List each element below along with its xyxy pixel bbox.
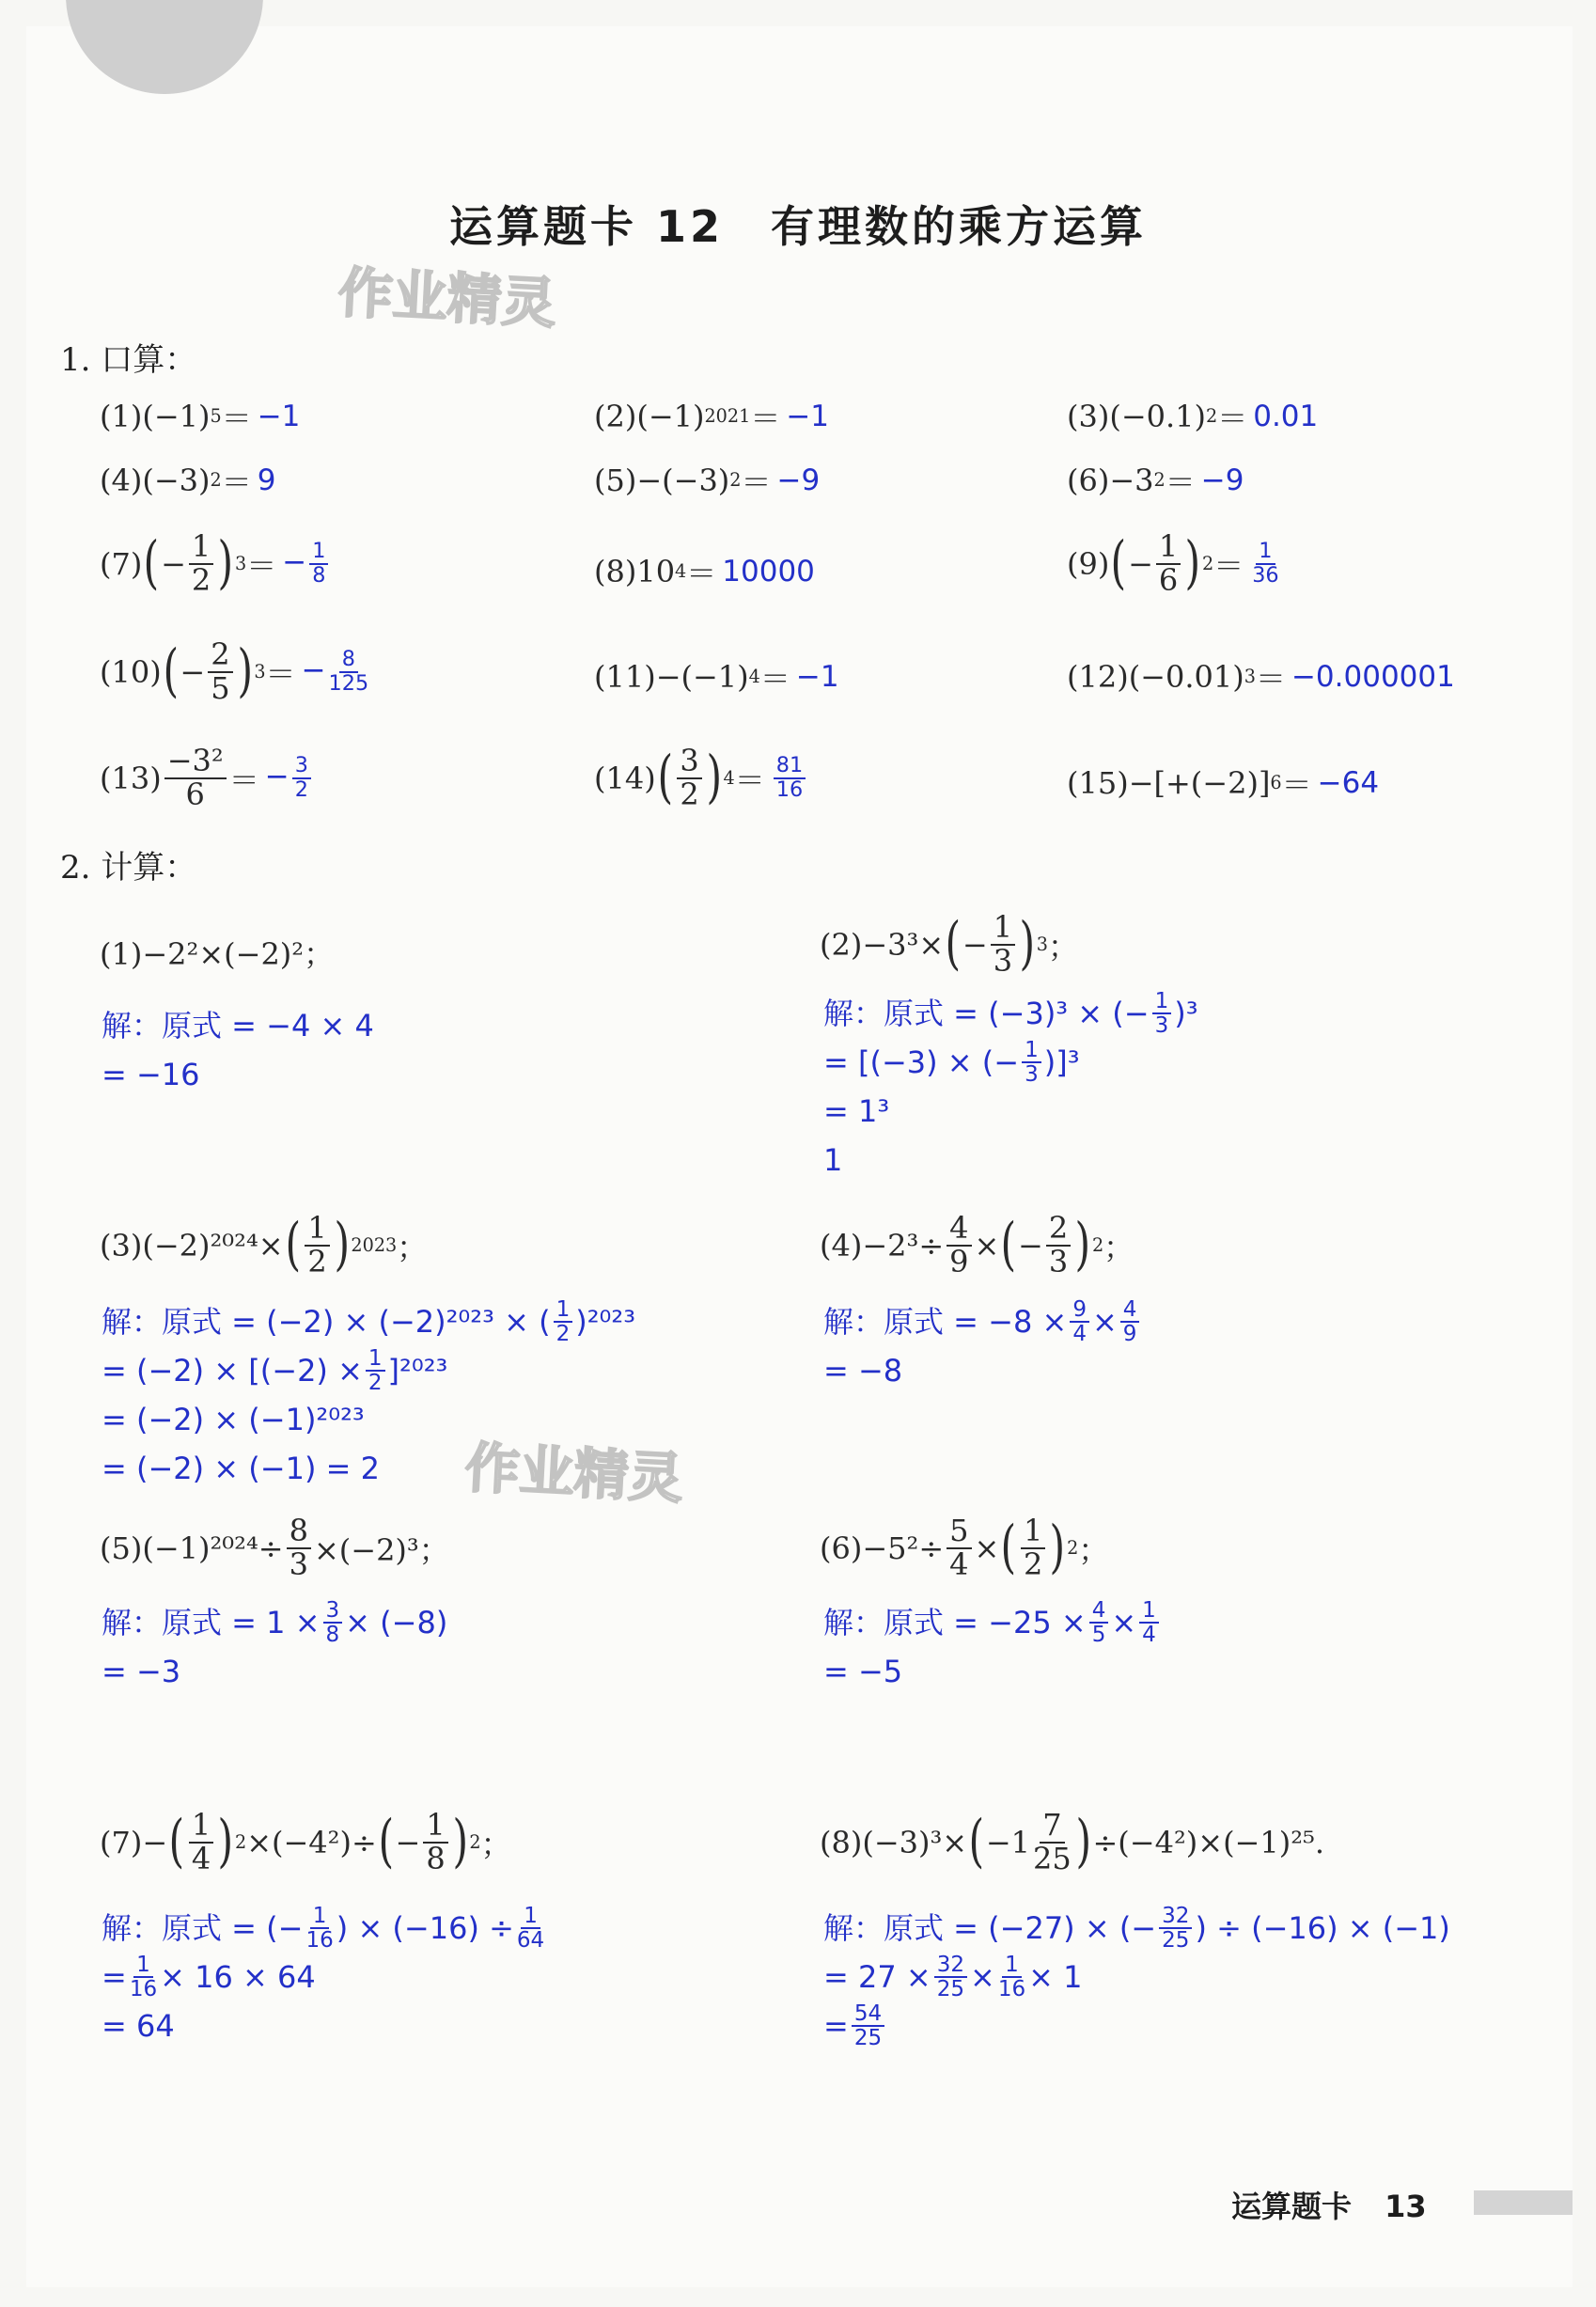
mental-item-1: (1) (−1) 5 ＝ −1: [100, 399, 301, 436]
calc-solution-7: 解：原式 = (− $\frac{1}{16}$ ) × (−16) ÷ $\frac{1}{64}$ = $\frac{1}{16}$ × 16 × 64 = 64: [102, 1903, 545, 2044]
answer: $\frac{1}{36}$: [1252, 539, 1279, 588]
answer: 10000: [722, 555, 815, 589]
mental-item-2: (2) (−1) 2021 ＝ −1: [594, 399, 830, 436]
calc-solution-2: 解：原式 = (−3)³ × (− $\frac{1}{3}$ )³ = [(−3) × (− $\frac{1}{3}$ )]³ = 1³ 1: [823, 988, 1198, 1178]
calc-question-4: (4)−2³÷ $\frac{4}{9}$ × ( − $\frac{2}{3}$ ) 2 ；: [820, 1210, 1134, 1279]
answer: −9: [776, 463, 821, 497]
mental-item-6: (6) −3 2 ＝ −9: [1067, 463, 1244, 500]
mental-item-4: (4) (−3) 2 ＝ 9: [100, 463, 276, 500]
footer-label: 运算题卡: [1231, 2189, 1353, 2224]
answer: − $\frac{8}{125}$: [301, 647, 369, 696]
calc-solution-4: 解：原式 = −8 × $\frac{9}{4}$ × $\frac{4}{9}$ = −8: [823, 1297, 1142, 1395]
mental-item-3: (3) (−0.1) 2 ＝ 0.01: [1067, 399, 1319, 436]
calc-solution-8: 解：原式 = (−27) × (− $\frac{32}{25}$ ) ÷ (−16) × (−1) = 27 × $\frac{32}{25}$ × $\frac{1}{16}$ × 1 = $\frac{54}{25}$: [823, 1903, 1450, 2050]
calc-question-5: (5)(−1)²⁰²⁴÷ $\frac{8}{3}$ ×(−2)³；: [100, 1513, 449, 1582]
footer-bar: [1474, 2190, 1573, 2215]
answer: −1: [795, 660, 839, 694]
calc-solution-3: 解：原式 = (−2) × (−2)²⁰²³ × ( $\frac{1}{2}$ )²⁰²³ = (−2) × [(−2) × $\frac{1}{2}$ ]²⁰²³ = (−2) × (−1)²⁰²³ = (−2) × (−1) = 2: [102, 1296, 636, 1486]
answer: $\frac{81}{16}$: [771, 755, 808, 801]
answer: 9: [257, 463, 276, 497]
mental-item-11: (11) −(−1) 4 ＝ −1: [594, 659, 839, 697]
mental-item-5: (5) −(−3) 2 ＝ −9: [594, 463, 821, 500]
calc-question-6: (6)−5²÷ $\frac{5}{4}$ × ( $\frac{1}{2}$ ) 2 ；: [820, 1513, 1109, 1582]
answer: −9: [1200, 463, 1244, 497]
calc-question-3: (3)(−2)²⁰²⁴× ( $\frac{1}{2}$ ) 2023 ；: [100, 1210, 428, 1279]
calc-question-8: (8)(−3)³× ( −1 $\frac{7}{25}$ ) ÷(−4²)×(−1)²⁵.: [820, 1807, 1325, 1876]
mental-item-7: (7) ( − $\frac{1}{2}$ ) 3 ＝ − $\frac{1}{8}$: [100, 531, 331, 596]
calc-solution-1: 解：原式 = −4 × 4 = −16: [102, 1008, 374, 1092]
mental-item-15: (15) −[+(−2)] 6 ＝ −64: [1067, 765, 1380, 803]
calc-question-1: (1)−2²×(−2)²；: [100, 936, 335, 972]
answer: −64: [1317, 766, 1380, 800]
answer: −1: [257, 400, 301, 433]
calc-question-2: (2)−3³× ( − $\frac{1}{3}$ ) 3 ；: [820, 909, 1079, 979]
mental-item-8: (8) 10 4 ＝ 10000: [594, 554, 815, 591]
answer: −1: [786, 400, 830, 433]
mental-item-10: (10) ( − $\frac{2}{5}$ ) 3 ＝ − $\frac{8}{125}$: [100, 639, 371, 704]
section-1-label: 1. 口算：: [60, 341, 197, 379]
mental-item-13: (13) $\frac{\text{−3²}}{6}$ ＝ − $\frac{3}{2}$: [100, 745, 314, 810]
calc-solution-6: 解：原式 = −25 × $\frac{4}{5}$ × $\frac{1}{4}$ = −5: [823, 1598, 1162, 1696]
watermark: 作业精灵: [463, 1435, 685, 1512]
answer: − $\frac{3}{2}$: [265, 755, 314, 801]
answer: −0.000001: [1291, 660, 1455, 694]
calc-question-7: (7)− ( $\frac{1}{4}$ ) 2 ×(−4²)÷ ( − $\frac{1}{8}$ ) 2 ；: [100, 1807, 511, 1876]
section-2-label: 2. 计算：: [60, 849, 197, 887]
mental-item-14: (14) ( $\frac{3}{2}$ ) 4 ＝ $\frac{81}{16}$: [594, 745, 808, 810]
answer: 0.01: [1253, 400, 1319, 433]
footer: [1231, 2183, 1427, 2226]
calc-solution-5: 解：原式 = 1 × $\frac{3}{8}$ × (−8) = −3: [102, 1597, 448, 1689]
answer: − $\frac{1}{8}$: [282, 541, 331, 587]
page-number: 13: [1385, 2189, 1427, 2224]
watermark: 作业精灵: [336, 259, 558, 337]
mental-item-12: (12) (−0.01) 3 ＝ −0.000001: [1067, 659, 1455, 697]
mental-item-9: (9) ( − $\frac{1}{6}$ ) 2 ＝ $\frac{1}{36}$: [1067, 531, 1282, 596]
page-title: 运算题卡 12 有理数的乘方运算: [448, 201, 1148, 252]
